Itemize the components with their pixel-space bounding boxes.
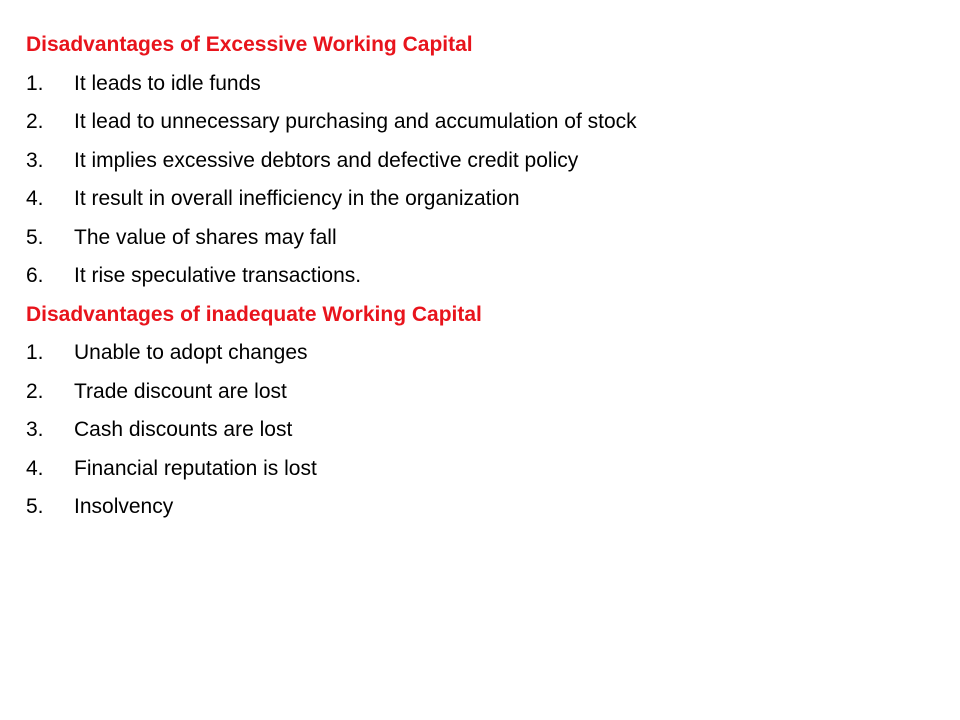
list-item-number: 2. [26, 379, 44, 403]
list-item-text: It rise speculative transactions. [74, 264, 362, 287]
list-item-text: It implies excessive debtors and defective credit policy [74, 148, 579, 172]
list-item-number: 1. [26, 341, 44, 364]
list-item-text: Unable to adopt changes [74, 341, 308, 364]
list-item [26, 334, 926, 373]
list-item-text: The value of shares may fall [74, 225, 337, 249]
list-item-number: 6. [26, 264, 44, 287]
list-item-text: Financial reputation is lost [74, 456, 317, 480]
list-item [26, 450, 926, 489]
list-item [26, 103, 926, 142]
list-item-number: 5. [26, 225, 44, 249]
list-item [26, 257, 926, 296]
list-item-text: Insolvency [74, 495, 174, 518]
list-item [26, 488, 926, 527]
list-item [26, 142, 926, 181]
list-item-number: 5. [26, 495, 44, 518]
list-item-text: It result in overall inefficiency in the organization [74, 187, 520, 210]
list-item [26, 411, 926, 450]
list-item-number: 2. [26, 110, 44, 133]
list-item-number: 4. [26, 456, 44, 480]
section-heading-excessive: Disadvantages of Excessive Working Capital [26, 33, 473, 56]
list-item-text: Cash discounts are lost [74, 418, 293, 441]
list-item [26, 65, 926, 104]
list-item [26, 373, 926, 412]
list-item-number: 3. [26, 418, 44, 441]
list-item-text: It leads to idle funds [74, 71, 261, 95]
list-item [26, 180, 926, 219]
list-item-text: It lead to unnecessary purchasing and accumulation of stock [74, 110, 637, 133]
list-item-number: 3. [26, 148, 44, 172]
list-item-text: Trade discount are lost [74, 379, 287, 403]
list-item [26, 219, 926, 258]
list-item-number: 4. [26, 187, 44, 210]
slide-content [26, 26, 926, 527]
section-heading-inadequate: Disadvantages of inadequate Working Capital [26, 302, 482, 326]
list-item-number: 1. [26, 71, 44, 95]
